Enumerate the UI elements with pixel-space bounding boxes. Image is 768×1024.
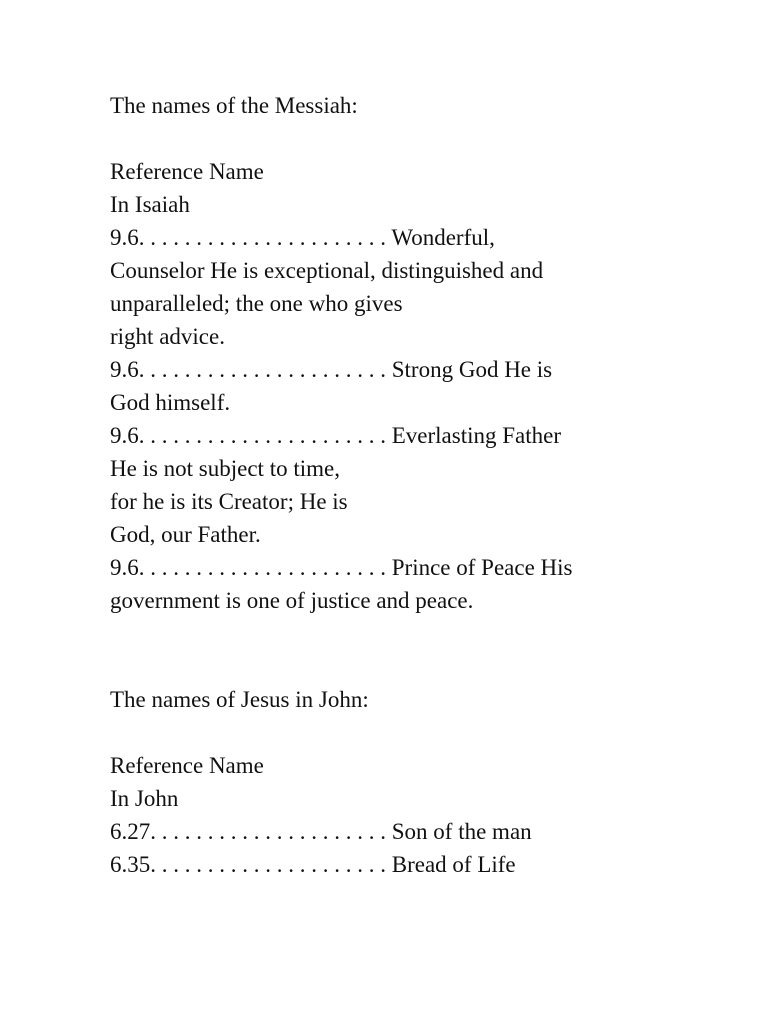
text-line: 6.27. . . . . . . . . . . . . . . . . . . . . Son of the man [110,819,532,844]
text-line: 9.6. . . . . . . . . . . . . . . . . . . . . . Strong God He is [110,357,553,382]
text-line: God, our Father. [110,522,261,547]
text-line: government is one of justice and peace. [110,588,474,613]
section-heading-messiah: The names of the Messiah: [110,93,358,118]
text-line: He is not subject to time, [110,456,340,481]
text-line: for he is its Creator; He is [110,489,348,514]
blank-line [110,122,670,155]
text-line: God himself. [110,390,231,415]
blank-line [110,716,670,749]
table-header-in-john: In John [110,786,179,811]
text-line: 9.6. . . . . . . . . . . . . . . . . . . . . . Prince of Peace His [110,555,573,580]
table-header-in-isaiah: In Isaiah [110,192,190,217]
text-line: 9.6. . . . . . . . . . . . . . . . . . . . . . Wonderful, [110,225,495,250]
text-line: 6.35. . . . . . . . . . . . . . . . . . . . . Bread of Life [110,852,516,877]
blank-line [110,650,670,683]
text-line: 9.6. . . . . . . . . . . . . . . . . . . . . . Everlasting Father [110,423,562,448]
text-line: unparalleled; the one who gives [110,291,403,316]
table-header-reference-name: Reference Name [110,753,264,778]
section-heading-john: The names of Jesus in John: [110,687,369,712]
table-header-reference-name: Reference Name [110,159,264,184]
blank-line [110,617,670,650]
document-body [110,89,670,881]
text-line: Counselor He is exceptional, distinguished and [110,258,544,283]
text-line: right advice. [110,324,225,349]
